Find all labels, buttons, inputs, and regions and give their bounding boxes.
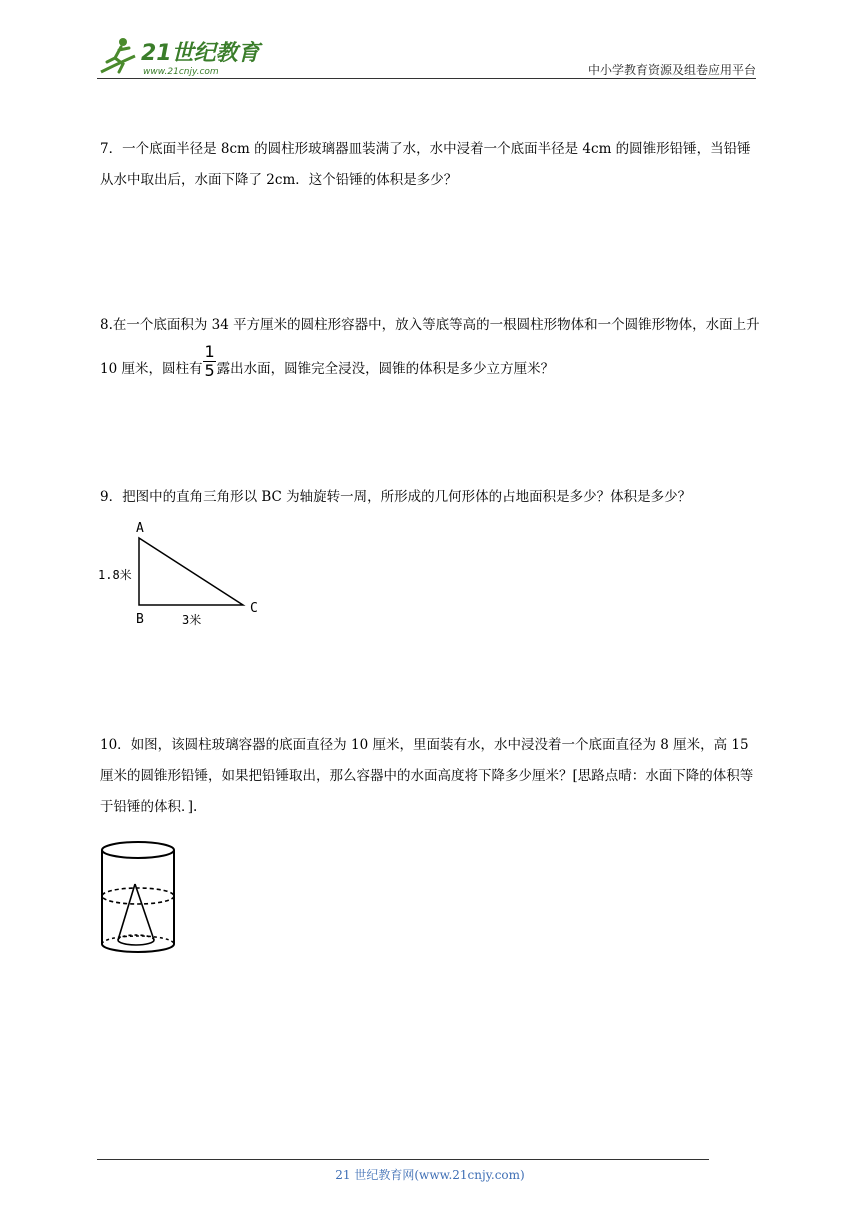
logo-graphic <box>95 34 265 80</box>
side-bc-length: 3米 <box>182 613 202 627</box>
question-text: 把图中的直角三角形以 BC 为轴旋转一周，所形成的几何形体的占地面积是多少？体积是多少？ <box>122 489 692 505</box>
side-ab-length: 1.8米 <box>98 568 132 582</box>
question-text: 如图，该圆柱玻璃容器的底面直径为 10 厘米，里面装有水，水中浸没着一个底面直径为 8 厘米，高 15 厘米的圆锥形铅锤，如果把铅锤取出，那么容器中的水面高度将下降多少厘米？[思路点晴：水面下降的体积等于铅锤的体积．]. <box>100 737 754 815</box>
site-logo <box>95 34 265 80</box>
footer-text: 21 世纪教育网(www.21cnjy.com) <box>335 1168 525 1182</box>
question-10 <box>100 730 760 823</box>
question-number: 9． <box>100 489 123 505</box>
right-triangle-figure <box>96 516 276 630</box>
cylinder-shape <box>102 842 174 952</box>
question-text: 在一个底面积为 34 平方厘米的圆柱形容器中，放入等底等高的一根圆柱形物体和一个圆锥形物体，水面上升 10 厘米，圆柱有 <box>100 317 760 377</box>
question-number: 10． <box>100 737 131 753</box>
vertex-label-a: A <box>136 521 144 536</box>
header-divider <box>97 78 756 79</box>
cylinder-cone-figure <box>98 836 182 960</box>
fraction-numerator: 1 <box>204 342 215 361</box>
fraction <box>203 343 215 380</box>
question-8 <box>100 303 760 391</box>
platform-label: 中小学教育资源及组卷应用平台 <box>587 63 756 77</box>
question-9 <box>100 482 760 513</box>
question-number: 7． <box>100 141 123 157</box>
logo-text: 21世纪教育 <box>141 41 260 66</box>
triangle-shape <box>139 538 243 605</box>
fraction-denominator: 5 <box>204 361 215 380</box>
question-text-continued: 露出水面，圆锥完全浸没，圆锥的体积是多少立方厘米？ <box>216 361 555 377</box>
question-number: 8. <box>100 317 113 333</box>
logo-url: www.21cnjy.com <box>143 67 219 77</box>
question-7 <box>100 134 760 196</box>
question-text: 一个底面半径是 8cm 的圆柱形玻璃器皿装满了水，水中浸着一个底面半径是 4cm 的圆锥形铅锤，当铅锤从水中取出后，水面下降了 2cm．这个铅锤的体积是多少？ <box>100 141 751 188</box>
vertex-label-c: C <box>250 601 258 616</box>
runner-icon <box>101 38 135 72</box>
footer-divider <box>97 1159 709 1160</box>
vertex-label-b: B <box>136 612 144 627</box>
